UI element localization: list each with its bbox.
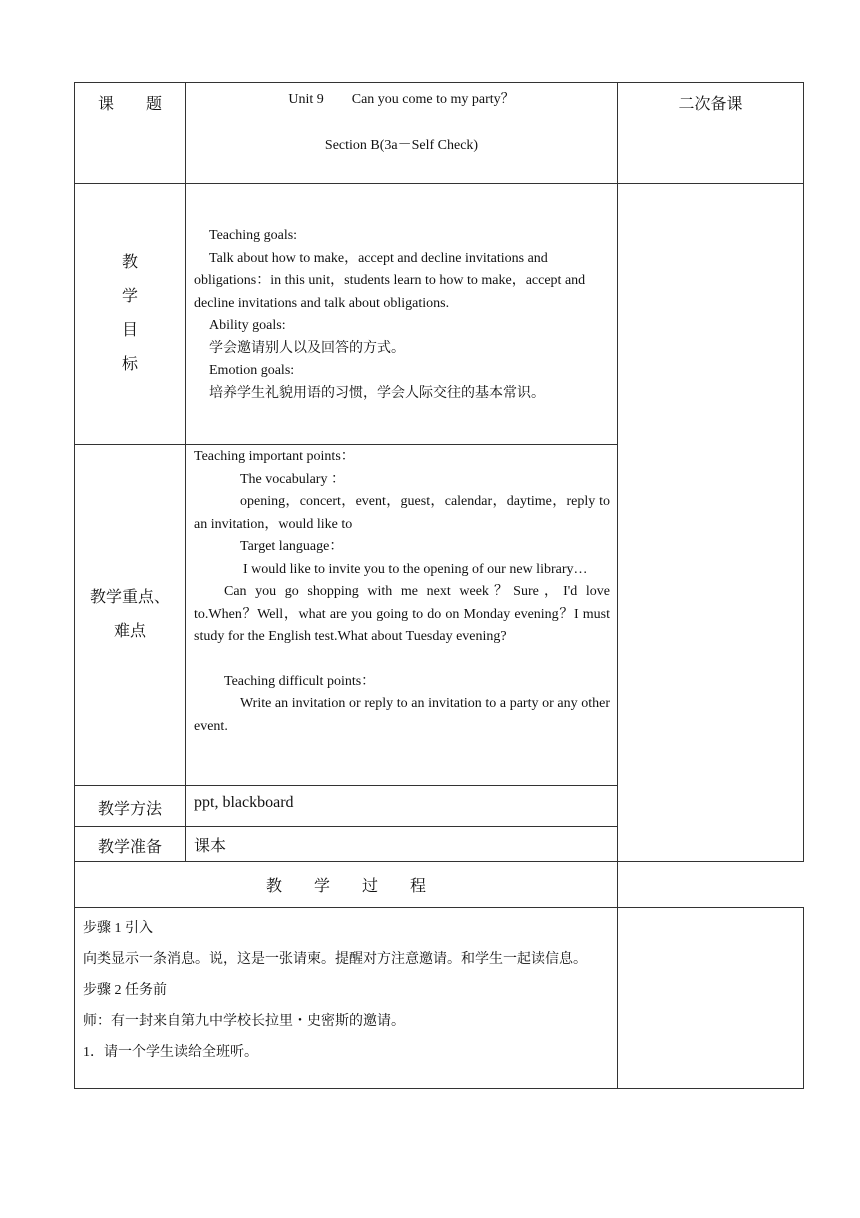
step2-text: 师：有一封来自第九中学校长拉里・史密斯的邀请。 (83, 1014, 405, 1029)
lesson-plan-table (74, 82, 804, 1089)
process-cell (75, 908, 618, 1089)
ability-goals-title: Ability goals: (209, 318, 286, 333)
goals-cell (186, 184, 618, 445)
process-header-row (75, 862, 804, 908)
step2-title: 步骤 2 任务前 (83, 983, 167, 998)
second-prep-header: 二次备课 (618, 83, 804, 184)
teaching-goals-title: Teaching goals: (209, 228, 298, 243)
section-title: Section B(3a－Self Check) (324, 138, 479, 153)
step1-text: 向类显示一条消息。说，这是一张请柬。提醒对方注意邀请。和学生一起读信息。 (83, 952, 587, 967)
step1-title: 步骤 1 引入 (83, 921, 153, 936)
prep-label: 教学准备 (75, 827, 186, 862)
method-value: ppt, blackboard (186, 786, 618, 827)
topic-label: 课 题 (75, 83, 186, 184)
goals-label-char: 标 (121, 356, 138, 373)
topic-row (75, 83, 804, 184)
difficult-points-text: Write an invitation or reply to an invitation to a party or any other event. (194, 696, 610, 734)
goals-label-char: 学 (121, 288, 138, 305)
process-row (75, 908, 804, 1089)
difficult-points-block (194, 671, 610, 694)
goals-label-char: 教 (121, 254, 138, 271)
points-label-line2: 难点 (113, 623, 146, 640)
vocabulary-title: The vocabulary ： (240, 471, 345, 487)
vocabulary-text: opening，concert，event，guest，calendar，daytime，reply to an invitation，would like to (194, 494, 610, 532)
points-label-line1: 教学重点、 (89, 589, 170, 606)
emotion-goals-text: 培养学生礼貌用语的习惯，学会人际交往的基本常识。 (209, 385, 545, 401)
target-language-title: Target language： (240, 539, 344, 554)
unit-title: Unit 9 Can you come to my party？ (288, 92, 515, 107)
process-title: 教 学 过 程 (75, 862, 618, 908)
points-cell (186, 445, 618, 786)
ability-goals-text: 学会邀请别人以及回答的方式。 (209, 340, 405, 356)
step2-item1: 1．请一个学生读给全班听。 (83, 1045, 258, 1060)
important-points-title: Teaching important points： (194, 449, 355, 464)
points-label (75, 445, 186, 786)
goals-label (75, 184, 186, 445)
prep-value: 课本 (186, 827, 618, 862)
target-language-dialogue: Can you go shopping with me next week？Sure，I'd love to.When？Well，what are you going to do on Monday evening？I must study for the English test.What about Tuesday evening? (194, 584, 610, 644)
goals-label-char: 目 (121, 322, 138, 339)
target-language-text: I would like to invite you to the opening of our new library… (243, 561, 588, 577)
method-label: 教学方法 (75, 786, 186, 827)
difficult-points-title: Teaching difficult points： (224, 673, 376, 689)
process-second-prep-cell (618, 908, 804, 1089)
teaching-goals-text: Talk about how to make，accept and decline invitations and obligations：in this unit，students learn to how to make，accept and decline invitations and talk about obligations. (194, 250, 586, 311)
goals-row (75, 184, 804, 445)
topic-cell (186, 83, 618, 184)
emotion-goals-title: Emotion goals: (209, 363, 295, 378)
second-prep-column (618, 184, 804, 862)
